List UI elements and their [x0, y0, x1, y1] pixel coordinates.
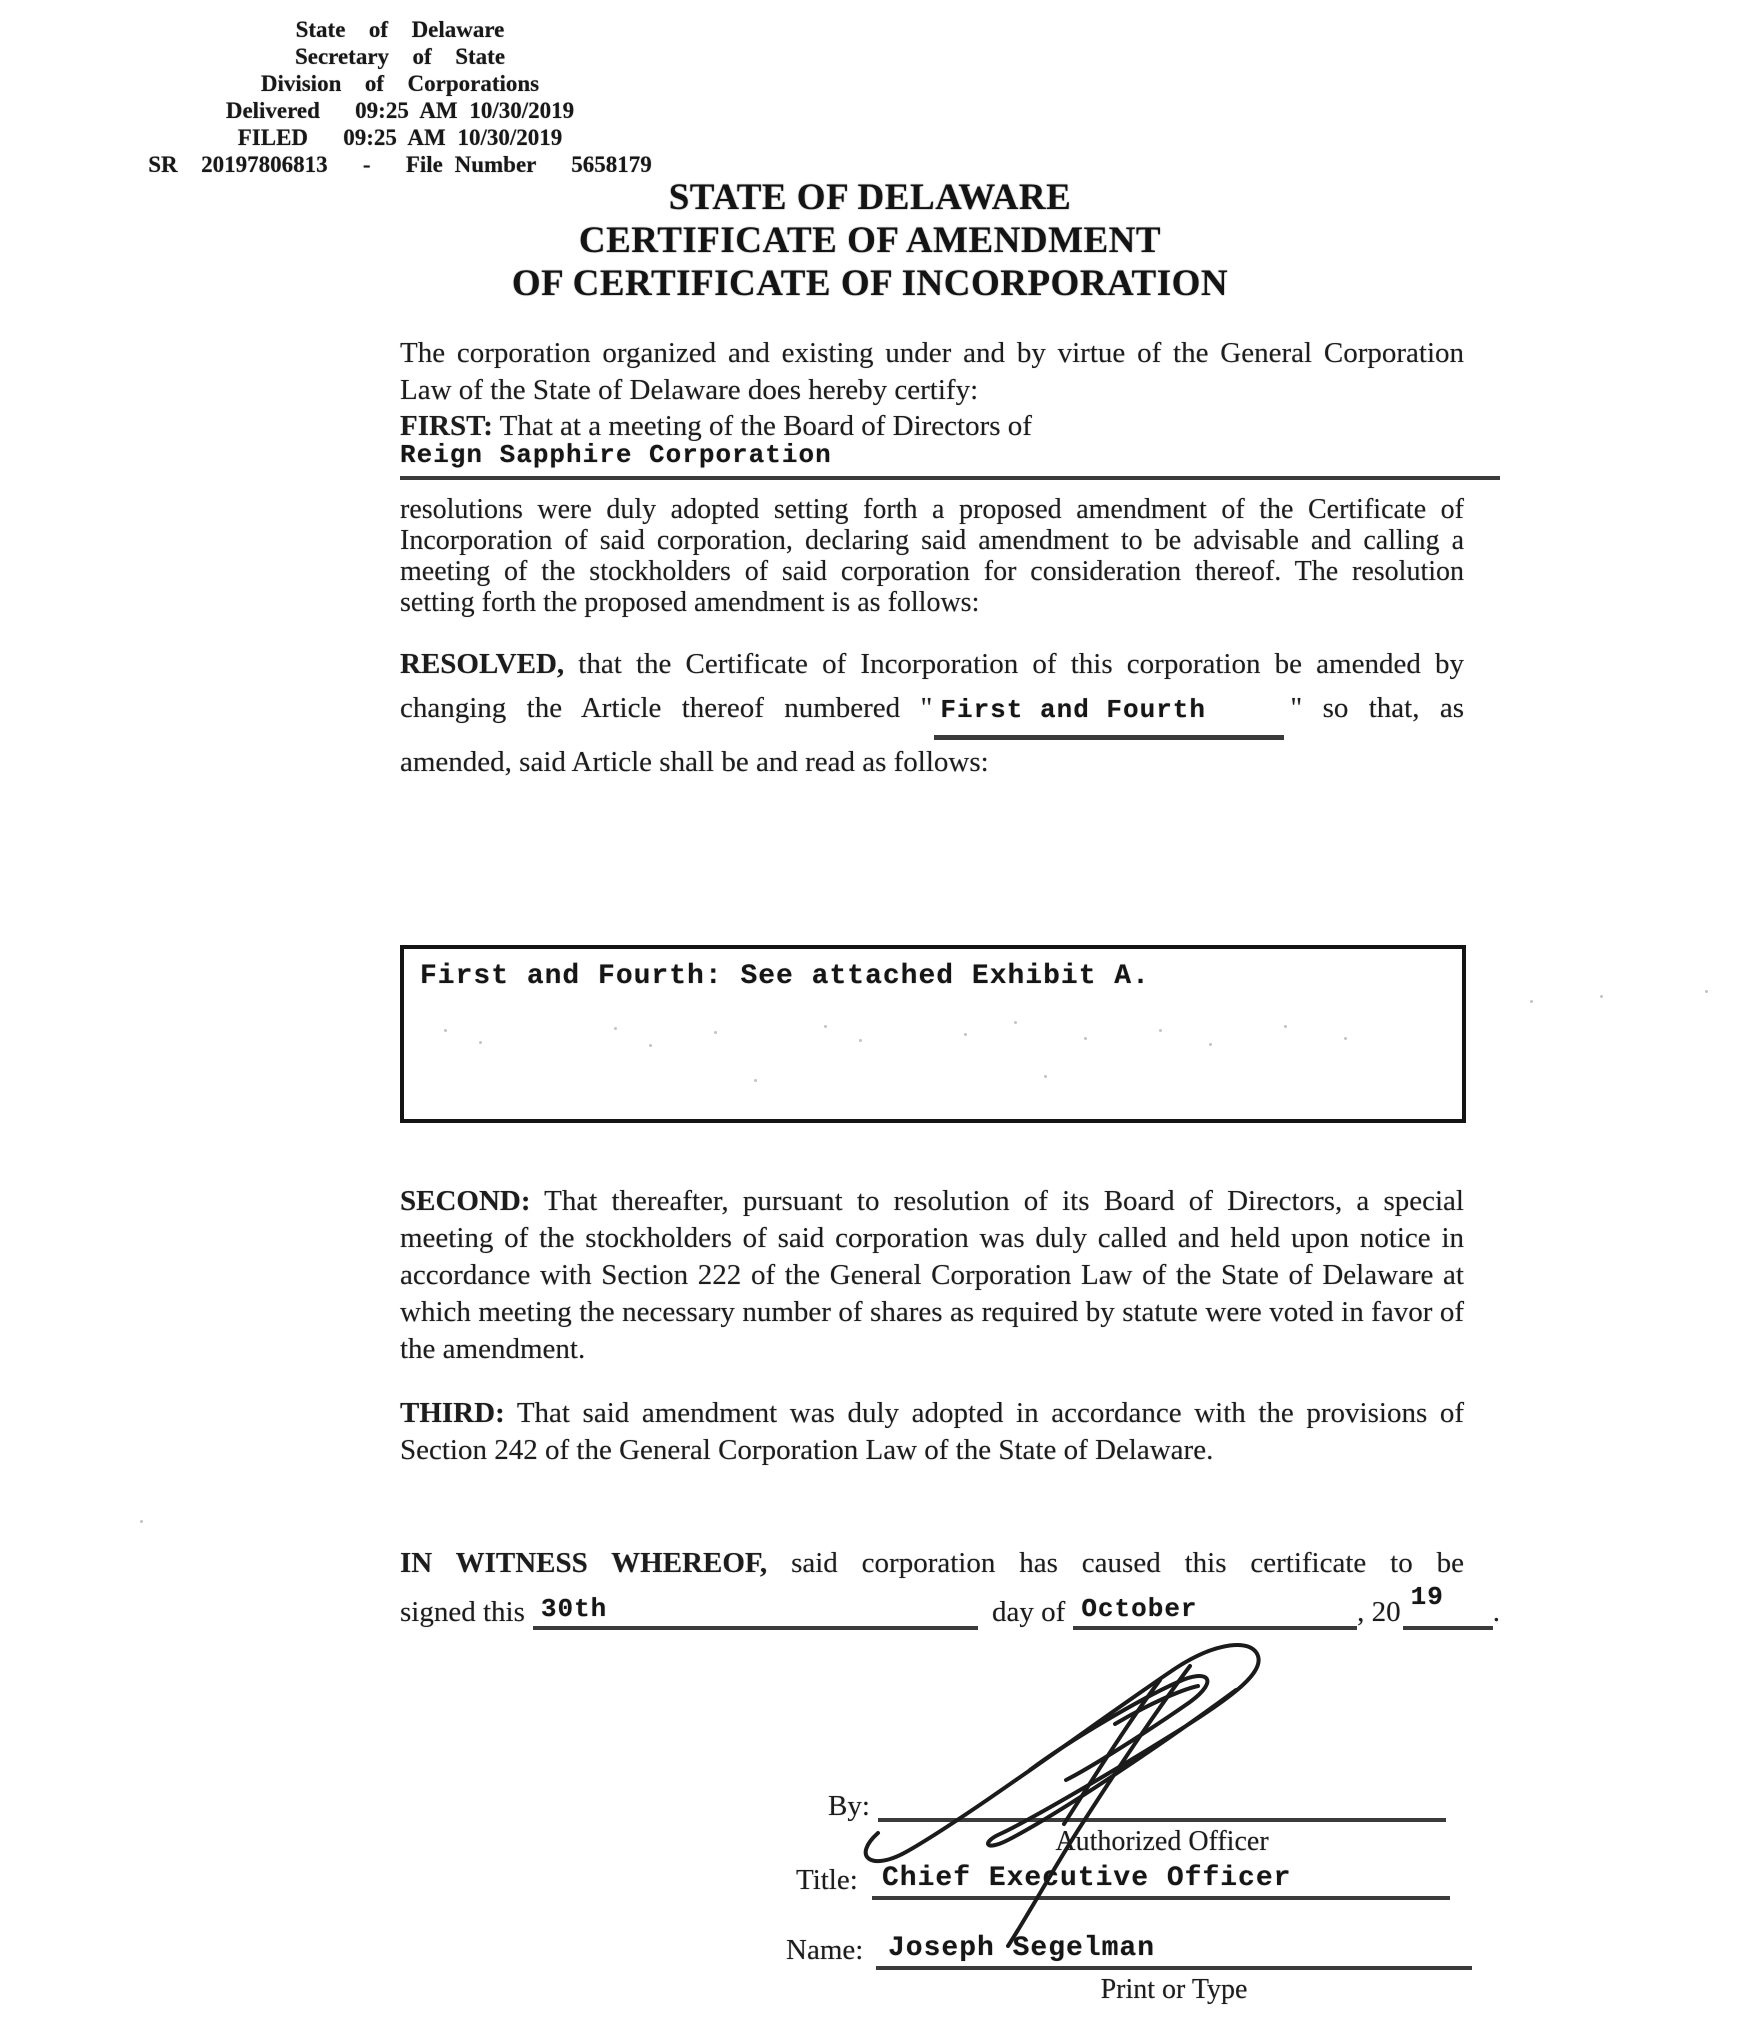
- scan-noise-dot: [1014, 1021, 1017, 1024]
- stamp-sr-file-number: SR 20197806813 - File Number 5658179: [148, 152, 652, 177]
- scan-noise-dot: [1284, 1025, 1287, 1028]
- scan-noise-dot: [1530, 1000, 1533, 1003]
- scan-noise-dot: [479, 1041, 482, 1044]
- third-text: That said amendment was duly adopted in accordance with the provisions of Section 242 of the General Corporation Law of the State of Delaware.: [400, 1397, 1464, 1466]
- third-label: THIRD:: [400, 1397, 505, 1429]
- resolved-post-text: so that, as amended, said Article shall be and read as follows:: [400, 692, 1464, 778]
- day-field: [533, 1584, 978, 1630]
- stamp-secretary: Secretary of State: [294, 44, 506, 69]
- intro-paragraph: The corporation organized and existing under and by virtue of the General Corporation Law of the State of Delaware does hereby certify:: [400, 337, 1464, 406]
- resolved-paragraph: [400, 642, 1464, 784]
- stamp-division: Division of Corporations: [260, 71, 540, 96]
- scan-noise-dot: [754, 1079, 757, 1082]
- year-prefix: , 20: [1357, 1596, 1401, 1628]
- name-value: Joseph Segelman: [888, 1933, 1156, 1964]
- stamp-state: State of Delaware: [295, 17, 505, 42]
- print-or-type-label: Print or Type: [1100, 1974, 1248, 2005]
- year-value: 19: [1410, 1582, 1444, 1612]
- witness-clause: [400, 1545, 1464, 1582]
- year-field: [1403, 1584, 1493, 1630]
- title-line-1: STATE OF DELAWARE: [668, 177, 1072, 218]
- second-text: That thereafter, pursuant to resolution of its Board of Directors, a special meeting of the stockholders of said corporation was duly called and held upon notice in accordance with Section 222 of the General Corporation Law of the State of Delaware at which meeting the necessary number of shares as required by statute were voted in favor of the amendment.: [400, 1185, 1464, 1365]
- authorized-officer-label: Authorized Officer: [1055, 1826, 1269, 1857]
- witness-text: said corporation has caused this certificate to be: [767, 1547, 1464, 1579]
- title-line-2: CERTIFICATE OF AMENDMENT: [578, 220, 1162, 261]
- scan-noise-dot: [614, 1027, 617, 1030]
- scan-noise-dot: [1600, 995, 1603, 998]
- second-label: SECOND:: [400, 1185, 531, 1217]
- first-text: That at a meeting of the Board of Directors of: [492, 410, 1032, 442]
- scan-noise-dot: [1344, 1037, 1347, 1040]
- scan-noise-dot: [1084, 1037, 1087, 1040]
- title-value: Chief Executive Officer: [882, 1863, 1292, 1894]
- article-numbered-value: First and Fourth: [940, 695, 1207, 725]
- signature-scribble: [860, 1628, 1300, 1958]
- first-label: FIRST:: [400, 410, 493, 442]
- filing-stamp: [110, 16, 690, 178]
- scan-noise-dot: [824, 1025, 827, 1028]
- resolved-close-quote: ": [1290, 692, 1303, 724]
- third-paragraph: [400, 1395, 1464, 1469]
- scan-noise-dot: [714, 1031, 717, 1034]
- scan-noise-dot: [140, 1520, 143, 1523]
- month-field: [1073, 1584, 1357, 1630]
- document-title: [290, 176, 1450, 305]
- scan-noise-dot: [444, 1029, 447, 1032]
- corporation-name-value: Reign Sapphire Corporation: [400, 440, 832, 470]
- scan-noise-dot: [1044, 1075, 1047, 1078]
- scan-noise-dot: [1209, 1043, 1212, 1046]
- sentence-period: .: [1492, 1596, 1500, 1628]
- signed-date-row: [400, 1578, 1500, 1630]
- day-of-label: day of: [992, 1596, 1066, 1628]
- scan-noise-dot: [964, 1033, 967, 1036]
- second-paragraph: [400, 1183, 1464, 1368]
- by-label: By:: [828, 1790, 870, 1822]
- scan-noise-dot: [1705, 990, 1708, 993]
- stamp-delivered: Delivered 09:25 AM 10/30/2019: [225, 98, 575, 123]
- title-label: Title:: [796, 1864, 858, 1896]
- exhibit-box-text: First and Fourth: See attached Exhibit A.: [420, 961, 1150, 992]
- title-line-3: OF CERTIFICATE OF INCORPORATION: [511, 263, 1229, 304]
- article-numbered-slot: [934, 686, 1284, 740]
- witness-label: IN WITNESS WHEREOF,: [400, 1547, 768, 1579]
- name-label: Name:: [786, 1934, 864, 1966]
- corporation-name-line: [400, 440, 1500, 480]
- resolved-pre-text: that the Certificate of Incorporation of this corporation be amended by changing the Article thereof numbered ": [400, 648, 1464, 724]
- exhibit-box: [400, 945, 1466, 1123]
- signed-this-label: signed this: [400, 1596, 525, 1628]
- day-value: 30th: [540, 1594, 608, 1624]
- scan-noise-dot: [859, 1039, 862, 1042]
- scan-noise-dot: [649, 1044, 652, 1047]
- month-value: October: [1081, 1594, 1198, 1624]
- stamp-filed: FILED 09:25 AM 10/30/2019: [237, 125, 563, 150]
- resolved-label: RESOLVED,: [400, 648, 565, 680]
- resolutions-paragraph: resolutions were duly adopted setting forth a proposed amendment of the Certificate of Incorporation of said corporation, declaring said amendment to be advisable and calling a meeting of the stockholders of said corporation for consideration thereof. The resolution setting forth the proposed amendment is as follows:: [400, 494, 1464, 618]
- scan-noise-dot: [1159, 1029, 1162, 1032]
